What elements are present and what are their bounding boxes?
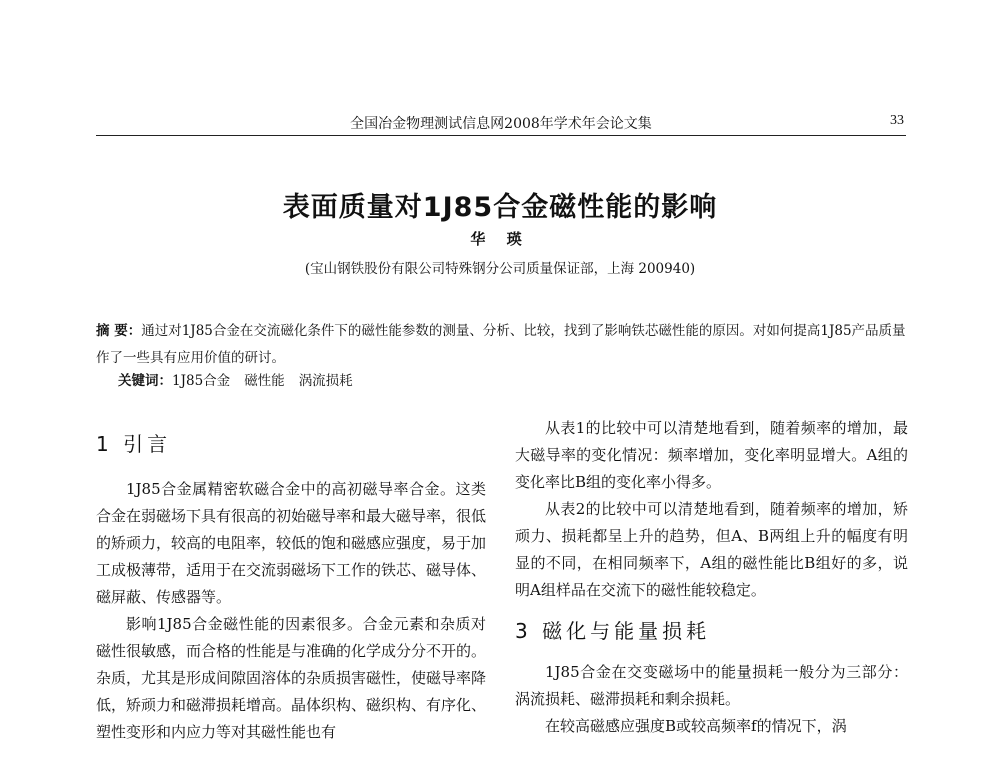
right-column [515,415,908,740]
paragraph: 1J85合金属精密软磁合金中的高初磁导率合金。这类合金在弱磁场下具有很高的初始磁导率和最大磁导率，很低的矫顽力，较高的电阻率，较低的饱和磁感应强度，易于加工成极薄带，适用于在交流弱磁场下工作的铁芯、磁导体、磁屏蔽、传感器等。 [96,480,487,606]
keywords-label: 关键词： [118,373,172,389]
left-column [96,415,486,746]
paragraph: 从表2的比较中可以清楚地看到，随着频率的增加，矫顽力、损耗都呈上升的趋势，但A、B两组上升的幅度有明显的不同，在相同频率下，A组的磁性能比B组好的多，说明A组样品在交流下的磁性能较稳定。 [515,500,908,599]
keyword: 涡流损耗 [298,373,353,389]
proceedings-title: 全国冶金物理测试信息网2008年学术年会论文集 [350,116,652,132]
keyword: 磁性能 [244,373,285,389]
keywords [118,369,367,389]
abstract-text: 通过对1J85合金在交流磁化条件下的磁性能参数的测量、分析、比较，找到了影响铁芯磁性能的原因。对如何提高1J85产品质量作了一些具有应用价值的研讨。 [96,323,906,366]
paragraph: 从表1的比较中可以清楚地看到，随着频率的增加，最大磁导率的变化情况：频率增加，变化率明显增大。A组的变化率比B组的变化率小得多。 [515,419,908,491]
section-heading-introduction: 1 引言 [96,432,172,456]
abstract [96,318,908,372]
page-number: 33 [890,113,904,128]
keyword: 1J85合金 [172,373,231,389]
author-affiliation: (宝山钢铁股份有限公司特殊钢分公司质量保证部，上海 200940) [304,261,696,277]
running-header [96,113,906,136]
author-name: 华 瑛 [470,230,530,248]
paragraph: 1J85合金在交变磁场中的能量损耗一般分为三部分：涡流损耗、磁滞损耗和剩余损耗。 [515,663,908,708]
paper-title: 表面质量对1J85合金磁性能的影响 [282,192,718,223]
paragraph: 在较高磁感应强度B或较高频率f的情况下，涡 [545,717,847,735]
section-heading-magnetization: 3 磁化与能量损耗 [515,619,711,643]
abstract-label: 摘 要： [96,323,142,339]
paragraph: 影响1J85合金磁性能的因素很多。合金元素和杂质对磁性很敏感，而合格的性能是与准确的化学成分分不开的。杂质，尤其是形成间隙固溶体的杂质损害磁性，使磁导率降低，矫顽力和磁滞损耗增高。晶体织构、磁织构、有序化、塑性变形和内应力等对其磁性能也有 [96,615,487,741]
